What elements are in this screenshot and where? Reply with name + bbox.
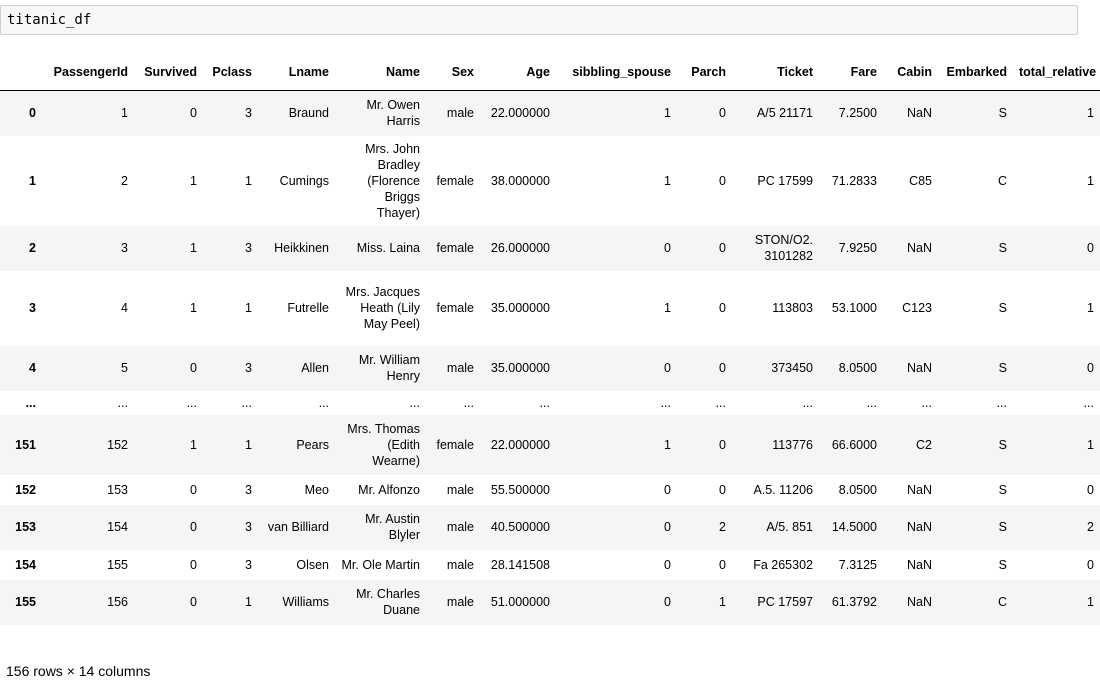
table-cell: 7.2500	[838, 106, 877, 121]
column-header: Sex	[426, 54, 480, 91]
row-index: ...	[25, 395, 36, 410]
table-cell: ...	[117, 395, 128, 410]
table-row	[0, 475, 1100, 505]
table-cell: 0	[190, 595, 197, 609]
table-cell: Mr. William Henry	[358, 353, 420, 383]
table-cell: ...	[996, 395, 1007, 410]
table-cell: male	[446, 595, 474, 609]
table-cell: 1	[190, 301, 197, 315]
table-cell: 0	[1087, 557, 1094, 572]
table-cell: male	[446, 557, 474, 572]
table-cell: A/5. 851	[766, 520, 813, 534]
column-header: sibbling_spouse	[556, 54, 677, 91]
row-index: 2	[29, 241, 36, 255]
table-cell: 3	[245, 361, 252, 375]
table-cell: male	[446, 482, 474, 497]
table-cell: 28.141508	[490, 557, 550, 572]
table-cell: 0	[719, 301, 726, 315]
table-cell: 5	[121, 361, 128, 375]
table-cell: 3	[245, 241, 252, 255]
table-cell: 3	[245, 482, 252, 497]
row-index: 0	[29, 106, 36, 121]
table-cell: Olsen	[296, 557, 329, 572]
table-cell: S	[998, 301, 1007, 315]
table-cell: 1	[664, 301, 671, 315]
table-shape-summary: 156 rows × 14 columns	[6, 663, 151, 679]
table-cell: 0	[719, 437, 726, 452]
table-cell: 2	[121, 173, 128, 188]
table-cell: A/5 21171	[756, 106, 813, 121]
table-cell: 0	[190, 106, 197, 121]
dataframe-output	[0, 54, 1097, 625]
table-cell: 154	[107, 520, 128, 534]
table-cell: 0	[664, 361, 671, 375]
table-row	[0, 136, 1100, 226]
table-cell: STON/O2. 3101282	[754, 233, 813, 263]
table-cell: PC 17597	[757, 595, 813, 609]
table-cell: Mr. Owen Harris	[366, 98, 420, 129]
table-cell: ...	[241, 395, 252, 410]
table-cell: van Billiard	[267, 520, 329, 534]
table-cell: 0	[719, 106, 726, 121]
table-cell: 1	[1087, 437, 1094, 452]
table-cell: 8.0500	[838, 482, 877, 497]
table-cell: 0	[664, 482, 671, 497]
table-cell: 0	[1087, 482, 1094, 497]
table-cell: ...	[1083, 395, 1094, 410]
table-cell: 1	[245, 301, 252, 315]
table-cell: Meo	[304, 482, 329, 497]
row-index: 4	[29, 361, 36, 375]
table-cell: 113803	[772, 301, 813, 315]
table-cell: Mrs. Thomas (Edith Wearne)	[347, 421, 420, 468]
table-cell: 40.500000	[490, 520, 550, 534]
column-header: Pclass	[203, 54, 258, 91]
table-cell: S	[998, 437, 1007, 452]
table-cell: 8.0500	[838, 361, 877, 375]
table-row	[0, 550, 1100, 580]
table-cell: 1	[1087, 595, 1094, 609]
table-cell: ...	[660, 395, 671, 410]
table-row	[0, 415, 1100, 475]
table-cell: 0	[664, 557, 671, 572]
table-cell: C123	[902, 301, 932, 315]
column-header: Cabin	[883, 54, 938, 91]
table-cell: Cumings	[279, 173, 329, 188]
table-cell: Mr. Alfonzo	[358, 482, 420, 497]
table-cell: 22.000000	[490, 106, 550, 121]
table-cell: S	[998, 106, 1007, 121]
table-cell: NaN	[906, 520, 932, 534]
table-cell: 7.3125	[838, 557, 877, 572]
table-cell: 1	[245, 437, 252, 452]
table-cell: A.5. 11206	[753, 482, 813, 497]
table-cell: S	[998, 241, 1007, 255]
table-cell: Mr. Charles Duane	[356, 587, 420, 617]
table-cell: 53.1000	[831, 301, 877, 315]
table-cell: 0	[1087, 241, 1094, 255]
table-cell: Mrs. Jacques Heath (Lily May Peel)	[345, 285, 420, 331]
table-cell: female	[436, 437, 474, 452]
column-header: Embarked	[938, 54, 1013, 91]
table-header	[0, 54, 1100, 91]
table-cell: Braund	[288, 106, 329, 121]
table-cell: female	[436, 173, 474, 188]
table-cell: Heikkinen	[274, 241, 329, 255]
header-row	[0, 54, 1100, 91]
table-cell: ...	[539, 395, 550, 410]
table-cell: 0	[719, 557, 726, 572]
table-cell: C	[997, 595, 1007, 609]
table-row	[0, 346, 1100, 391]
code-cell-input[interactable]	[0, 5, 1078, 35]
table-cell: 2	[719, 520, 726, 534]
table-cell: Allen	[301, 361, 329, 375]
table-cell: 3	[245, 106, 252, 121]
table-cell: 1	[1087, 106, 1094, 121]
table-cell: ...	[715, 395, 726, 410]
table-cell: 1	[719, 595, 726, 609]
table-cell: male	[446, 106, 474, 121]
table-cell: 35.000000	[490, 301, 550, 315]
table-cell: C	[997, 173, 1007, 188]
row-index: 151	[15, 437, 36, 452]
table-cell: ...	[921, 395, 932, 410]
row-index: 3	[29, 301, 36, 315]
table-cell: Miss. Laina	[356, 241, 420, 255]
table-cell: PC 17599	[757, 173, 813, 188]
row-index: 153	[15, 520, 36, 534]
table-cell: male	[446, 520, 474, 534]
table-cell: 26.000000	[490, 241, 550, 255]
table-cell: 1	[245, 595, 252, 609]
column-header: Survived	[134, 54, 203, 91]
table-cell: 0	[664, 241, 671, 255]
table-cell: 66.6000	[831, 437, 877, 452]
table-cell: female	[436, 241, 474, 255]
table-cell: 71.2833	[831, 173, 877, 188]
table-cell: male	[446, 361, 474, 375]
table-cell: NaN	[906, 482, 932, 497]
row-index: 152	[15, 482, 36, 497]
table-cell: Pears	[296, 437, 329, 452]
column-header: Ticket	[732, 54, 819, 91]
table-cell: 1	[664, 106, 671, 121]
table-cell: Fa 265302	[753, 557, 813, 572]
table-cell: 38.000000	[490, 173, 550, 188]
table-cell: 1	[1087, 173, 1094, 188]
table-cell: female	[436, 301, 474, 315]
table-cell: ...	[186, 395, 197, 410]
table-cell: 0	[719, 173, 726, 188]
table-cell: 61.3792	[831, 595, 877, 609]
table-cell: 2	[1087, 520, 1094, 534]
table-cell: 22.000000	[490, 437, 550, 452]
column-header: PassengerId	[42, 54, 134, 91]
table-cell: 373450	[771, 361, 813, 375]
table-cell: 152	[107, 437, 128, 452]
table-cell: S	[998, 520, 1007, 534]
table-cell: 0	[719, 241, 726, 255]
table-cell: Mr. Ole Martin	[341, 557, 420, 572]
index-header	[0, 54, 42, 91]
table-cell: 3	[245, 520, 252, 534]
table-cell: ...	[318, 395, 329, 410]
table-row	[0, 91, 1100, 136]
table-cell: 113776	[772, 437, 813, 452]
table-cell: 0	[664, 520, 671, 534]
table-cell: ...	[866, 395, 877, 410]
table-row	[0, 505, 1100, 550]
table-cell: 1	[190, 173, 197, 188]
table-cell: NaN	[906, 595, 932, 609]
table-row	[0, 391, 1100, 415]
table-cell: NaN	[906, 361, 932, 375]
table-cell: 7.9250	[838, 241, 877, 255]
table-cell: Mrs. John Bradley (Florence Briggs Thayer)	[365, 141, 420, 220]
table-cell: ...	[409, 395, 420, 410]
table-cell: 0	[190, 557, 197, 572]
table-cell: 1	[190, 241, 197, 255]
table-cell: 1	[664, 173, 671, 188]
table-row	[0, 271, 1100, 346]
column-header: Lname	[258, 54, 335, 91]
table-cell: S	[998, 557, 1007, 572]
table-cell: NaN	[906, 241, 932, 255]
dataframe-table	[0, 54, 1100, 625]
table-cell: 1	[245, 173, 252, 188]
table-cell: 155	[107, 557, 128, 572]
table-cell: Williams	[282, 595, 329, 609]
table-cell: 153	[107, 482, 128, 497]
table-cell: 0	[190, 361, 197, 375]
table-row	[0, 580, 1100, 625]
table-cell: 156	[107, 595, 128, 609]
column-header: total_relative	[1013, 54, 1100, 91]
table-cell: NaN	[906, 557, 932, 572]
table-body	[0, 91, 1100, 625]
table-cell: ...	[463, 395, 474, 410]
column-header: Fare	[819, 54, 883, 91]
table-cell: NaN	[906, 106, 932, 121]
column-header: Name	[335, 54, 426, 91]
table-cell: 0	[664, 595, 671, 609]
table-cell: 3	[245, 557, 252, 572]
table-cell: S	[998, 482, 1007, 497]
row-index: 1	[29, 173, 36, 188]
table-cell: 0	[190, 520, 197, 534]
table-cell: 1	[190, 437, 197, 452]
table-cell: S	[998, 361, 1007, 375]
table-cell: 55.500000	[490, 482, 550, 497]
table-cell: 4	[121, 301, 128, 315]
table-cell: 0	[719, 361, 726, 375]
table-cell: 1	[664, 437, 671, 452]
column-header: Parch	[677, 54, 732, 91]
table-cell: Mr. Austin Blyler	[365, 512, 420, 542]
column-header: Age	[480, 54, 556, 91]
table-cell: 0	[190, 482, 197, 497]
table-row	[0, 226, 1100, 271]
table-cell: 35.000000	[490, 361, 550, 375]
row-index: 154	[15, 557, 36, 572]
table-cell: C85	[909, 173, 932, 188]
table-cell: 14.5000	[831, 520, 877, 534]
table-cell: 0	[1087, 361, 1094, 375]
table-cell: C2	[916, 437, 932, 452]
table-cell: ...	[802, 395, 813, 410]
table-cell: 0	[719, 482, 726, 497]
table-cell: 1	[1087, 301, 1094, 315]
table-cell: 3	[121, 241, 128, 255]
code-text: titanic_df	[7, 12, 92, 28]
row-index: 155	[15, 595, 36, 609]
table-cell: 1	[121, 106, 128, 121]
table-cell: 51.000000	[490, 595, 550, 609]
table-cell: Futrelle	[287, 301, 329, 315]
